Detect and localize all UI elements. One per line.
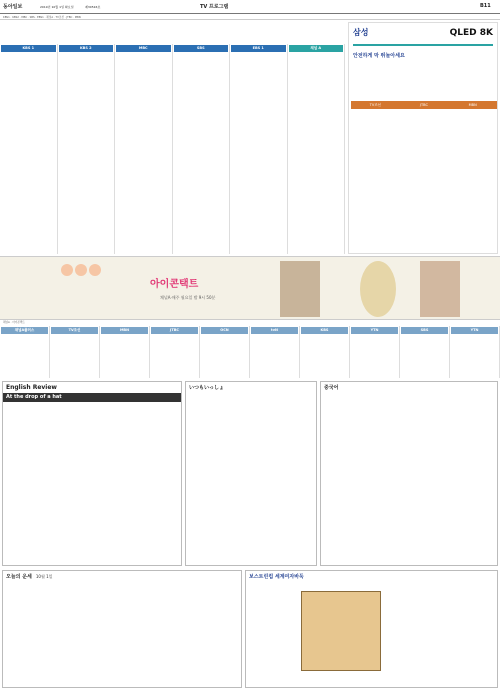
channel-col xyxy=(173,44,231,254)
channel-header: YTN xyxy=(351,327,398,334)
channel-col xyxy=(150,326,200,378)
divider xyxy=(353,44,493,46)
channel-header: TV조선 xyxy=(51,327,98,334)
channel-header: MBN xyxy=(448,101,497,109)
channel-col xyxy=(450,326,500,378)
english-review-box xyxy=(2,381,182,566)
promo-banner xyxy=(0,256,500,320)
paper-name: 동아일보 xyxy=(3,4,23,10)
fortune-date: 10월 1일 xyxy=(35,574,53,579)
character-icon xyxy=(89,264,101,276)
channel-col xyxy=(50,326,100,378)
go-box xyxy=(245,570,498,688)
review-title: English Review xyxy=(6,384,57,391)
review-heading: At the drop of a hat xyxy=(3,393,181,402)
channel-header: MBN xyxy=(101,327,148,334)
channel-col xyxy=(400,326,450,378)
character-heads xyxy=(60,263,102,278)
channel-header: KBS 2 xyxy=(59,45,114,52)
channel-col xyxy=(100,326,150,378)
page-header xyxy=(0,0,500,14)
ad-slogan: 안전하게 막 뛰놀아세요 xyxy=(353,53,405,59)
channel-header: MBC xyxy=(116,45,171,52)
channel-header: EBS 1 xyxy=(231,45,286,52)
header-date: 2019년 10월 1일 화요일 xyxy=(40,5,74,9)
channel-col xyxy=(350,326,400,378)
header-issue: 제30516호 xyxy=(85,5,101,9)
fortune-box xyxy=(2,570,242,688)
channel-header: tvN xyxy=(251,327,298,334)
channel-header: SBS xyxy=(401,327,448,334)
ad-brand: 삼성 xyxy=(353,28,369,37)
right-channel-headers xyxy=(351,101,497,109)
japanese-box xyxy=(185,381,317,566)
channel-header: 채널 A xyxy=(289,45,344,52)
channel-header: YTN xyxy=(451,327,498,334)
ad-product: QLED 8K xyxy=(449,27,493,38)
channel-col xyxy=(230,44,288,254)
go-board xyxy=(301,591,381,671)
banner-footer: 채널A · 아이콘택트 xyxy=(3,321,25,324)
chinese-box xyxy=(320,381,498,566)
channel-col xyxy=(58,44,116,254)
channel-col xyxy=(300,326,350,378)
page-number: B11 xyxy=(480,3,491,9)
channel-col xyxy=(0,326,50,378)
channel-guide-subheader: KBS1 · KBS2 · MBC · SBS · EBS1 · 채널A · TV조선 · JTBC · MBN xyxy=(0,15,500,20)
samsung-ad xyxy=(348,22,498,254)
section-title: TV 프로그램 xyxy=(200,4,229,10)
channel-col xyxy=(0,44,58,254)
channel-col xyxy=(115,44,173,254)
go-title: 보스트린컵 세계여자바둑 xyxy=(249,574,304,580)
tv-schedule-bottom xyxy=(0,326,500,378)
channel-header: KBS 1 xyxy=(1,45,56,52)
tv-schedule-top xyxy=(0,44,345,254)
cn-title: 중국어 xyxy=(324,385,339,391)
channel-header: KBS xyxy=(301,327,348,334)
character-icon xyxy=(75,264,87,276)
channel-header: OCN xyxy=(201,327,248,334)
banner-title: 아이콘택트 xyxy=(150,279,199,290)
channel-header: SBS xyxy=(174,45,229,52)
host-photo xyxy=(420,261,460,317)
decorative-circle xyxy=(360,261,396,317)
channel-header: JTBC xyxy=(151,327,198,334)
channel-col xyxy=(288,44,346,254)
character-icon xyxy=(61,264,73,276)
jp-title: いつもいっしょ xyxy=(189,385,225,391)
fortune-title: 오늘의 운세 xyxy=(6,574,32,580)
channel-header: TV조선 xyxy=(351,101,400,109)
host-photo xyxy=(280,261,320,317)
channel-col xyxy=(250,326,300,378)
channel-header: JTBC xyxy=(400,101,449,109)
channel-header: 채널A플러스 xyxy=(1,327,48,334)
banner-subtitle: 채널A·매주 월요일 밤 9시 50분 xyxy=(160,295,216,300)
channel-col xyxy=(200,326,250,378)
